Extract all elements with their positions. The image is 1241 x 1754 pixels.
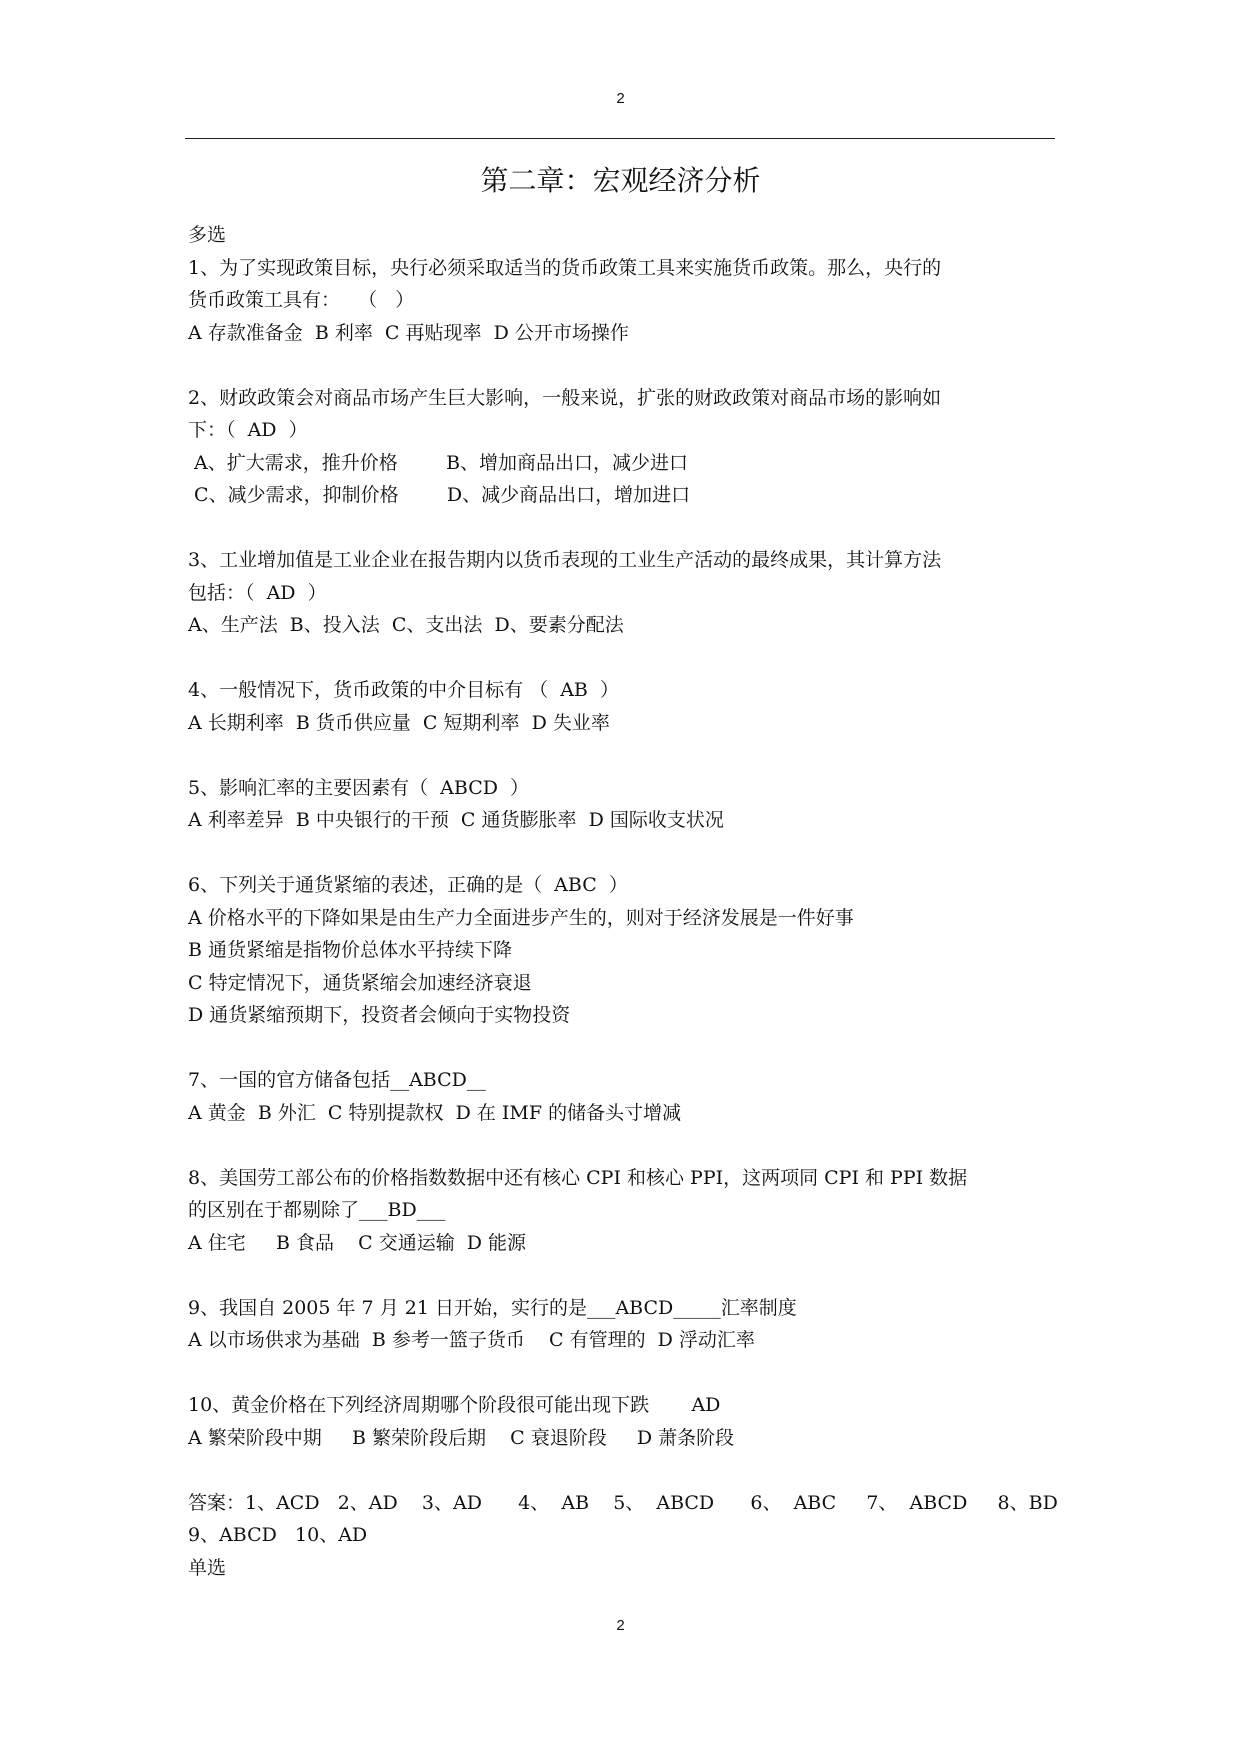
option-line: A 黄金 B 外汇 C 特别提款权 D 在 IMF 的储备头寸增减 [188,1101,682,1124]
section-heading-single: 单选 [188,1556,227,1579]
footer-page-number: 2 [616,1617,625,1634]
question-block [188,382,1058,512]
spacer [188,1454,1058,1487]
question-block [188,1389,1058,1454]
spacer [188,837,1058,870]
question-block [188,1162,1058,1260]
option-line: B 通货紧缩是指物价总体水平持续下降 [188,939,513,961]
option-line: A 长期利率 B 货币供应量 C 短期利率 D 失业率 [188,711,610,734]
option-line: A 存款准备金 B 利率 C 再贴现率 D 公开市场操作 [188,321,629,344]
question-block [188,544,1058,642]
question-block [188,674,1058,739]
option-line: C、减少需求，抑制价格 D、减少商品出口，增加进口 [188,484,691,506]
question-line: 货币政策工具有： （ ） [188,289,415,311]
spacer [188,1129,1058,1162]
question-line: 1、为了实现政策目标，央行必须采取适当的货币政策工具来实施货币政策。那么，央行的 [188,256,942,279]
question-line: 6、下列关于通货紧缩的表述，正确的是（ ABC ） [188,874,628,896]
question-line: 4、一般情况下，货币政策的中介目标有 （ AB ） [188,679,619,701]
question-line: 的区别在于都剔除了___BD___ [188,1199,446,1221]
question-line: 7、一国的官方储备包括__ABCD__ [188,1069,486,1091]
document-body [188,219,1058,1584]
question-block [188,1064,1058,1129]
answer-line: 9、ABCD 10、AD [188,1524,368,1546]
question-line: 2、财政政策会对商品市场产生巨大影响，一般来说，扩张的财政政策对商品市场的影响如 [188,386,942,409]
question-block [188,869,1058,1032]
option-line: A、生产法 B、投入法 C、支出法 D、要素分配法 [188,614,624,636]
option-line: A 住宅 B 食品 C 交通运输 D 能源 [188,1231,527,1254]
question-line: 5、影响汇率的主要因素有（ ABCD ） [188,776,530,799]
spacer [188,349,1058,382]
question-line: 3、工业增加值是工业企业在报告期内以货币表现的工业生产活动的最终成果，其计算方法 [188,549,942,571]
chapter-title: 第二章：宏观经济分析 [480,164,761,197]
option-line: A 价格水平的下降如果是由生产力全面进步产生的，则对于经济发展是一件好事 [188,906,854,929]
answer-line: 答案：1、ACD 2、AD 3、AD 4、 AB 5、 ABCD 6、 ABC 7、 ABCD 8、BD [188,1491,1058,1514]
question-block [188,1292,1058,1357]
question-line: 下：（ AD ） [188,419,308,441]
question-line: 9、我国自 2005 年 7 月 21 日开始，实行的是___ABCD_____汇率制度 [188,1296,797,1319]
option-line: D 通货紧缩预期下，投资者会倾向于实物投资 [188,1004,571,1026]
option-line: A、扩大需求，推升价格 B、增加商品出口，减少进口 [188,451,689,474]
spacer [188,1357,1058,1390]
spacer [188,1032,1058,1065]
spacer [188,739,1058,772]
question-line: 10、黄金价格在下列经济周期哪个阶段很可能出现下跌 AD [188,1394,721,1416]
option-line: C 特定情况下，通货紧缩会加速经济衰退 [188,971,532,994]
question-block [188,252,1058,350]
question-line: 8、美国劳工部公布的价格指数数据中还有核心 CPI 和核心 PPI，这两项同 CPI 和 PPI 数据 [188,1166,968,1189]
answer-key [188,1487,1058,1552]
section-heading-multiple: 多选 [188,224,227,246]
question-line: 包括：（ AD ） [188,581,327,604]
header-page-number: 2 [616,90,625,107]
option-line: A 以市场供求为基础 B 参考一篮子货币 C 有管理的 D 浮动汇率 [188,1329,755,1351]
spacer [188,512,1058,545]
spacer [188,1259,1058,1292]
option-line: A 利率差异 B 中央银行的干预 C 通货膨胀率 D 国际收支状况 [188,809,724,831]
option-line: A 繁荣阶段中期 B 繁荣阶段后期 C 衰退阶段 D 萧条阶段 [188,1426,735,1449]
question-block [188,772,1058,837]
header-divider [185,138,1055,139]
spacer [188,642,1058,675]
